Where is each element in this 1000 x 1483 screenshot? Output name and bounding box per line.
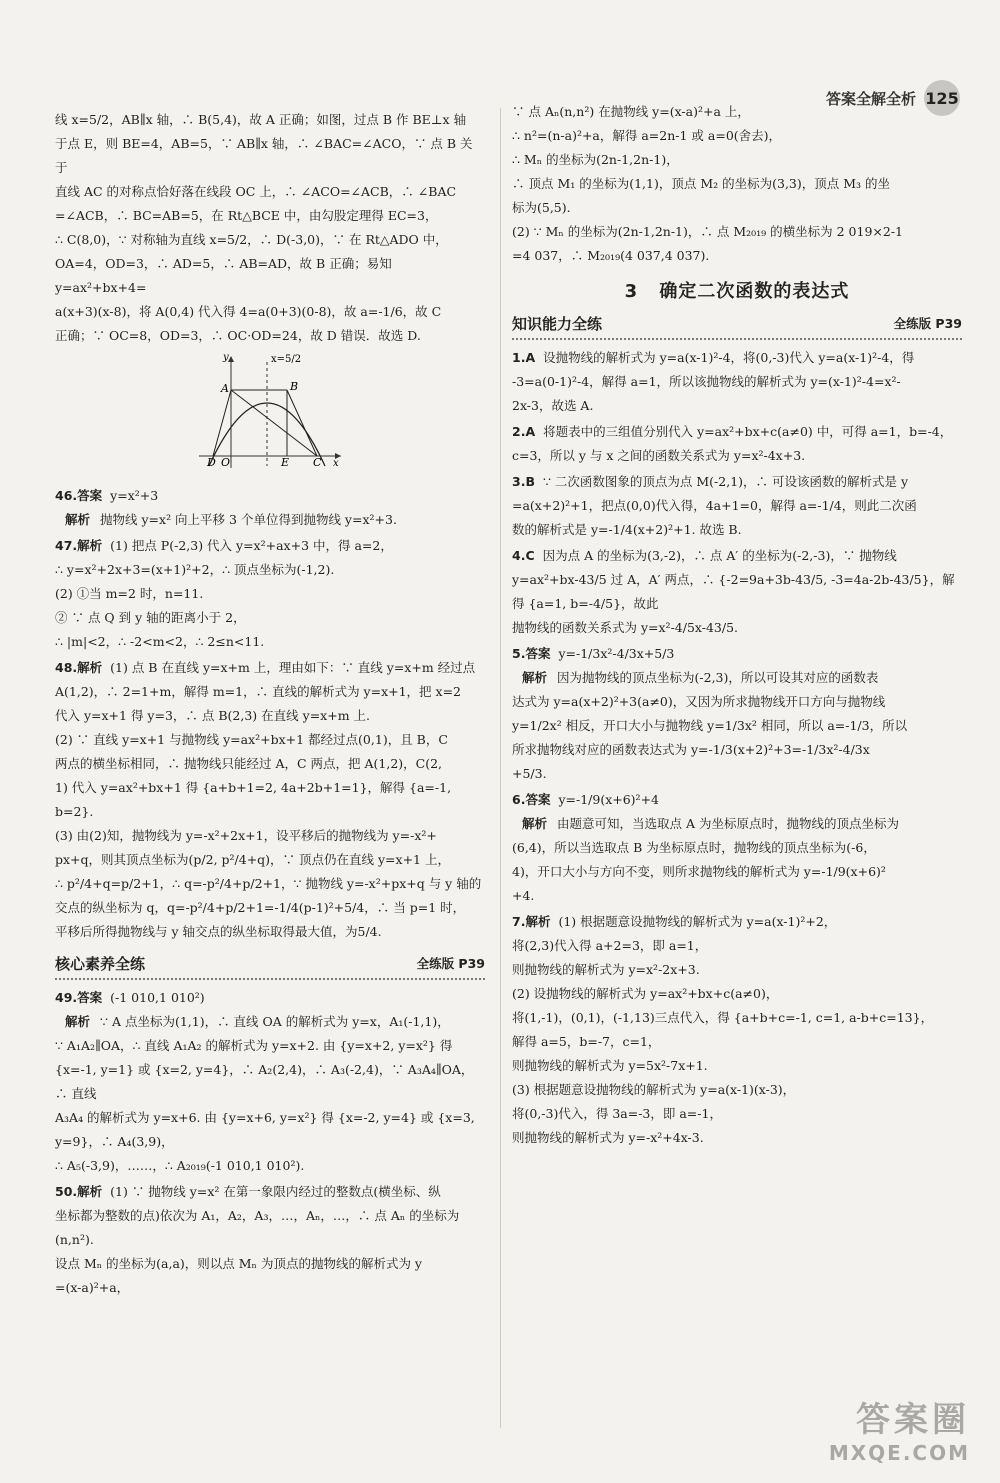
section-version: 全练版 P39	[416, 956, 485, 971]
text-line: 达式为 y=a(x+2)²+3(a≠0)，又因为所求抛物线开口方向与抛物线	[512, 694, 886, 709]
question-5	[512, 642, 962, 786]
text-line: 两点的横坐标相同，∴ 抛物线只能经过 A，C 两点，把 A(1,2)，C(2,	[55, 756, 443, 771]
axis-of-symmetry-label: x=5/2	[271, 354, 302, 365]
text-line: (2) 设抛物线的解析式为 y=ax²+bx+c(a≠0)，	[512, 986, 779, 1001]
analysis-label: 解析	[522, 816, 548, 831]
section-knowledge	[512, 312, 962, 340]
chapter-number: 3	[624, 281, 639, 302]
text-line: 抛物线的函数关系式为 y=x²-4/5x-43/5.	[512, 620, 739, 635]
answer-text: (-1 010,1 010²)	[110, 990, 205, 1005]
question-label: 3.B	[512, 474, 535, 489]
text-line: 解得 a=5，b=-7，c=1，	[512, 1034, 661, 1049]
text-line: 数的解析式是 y=-1/4(x+2)²+1. 故选 B.	[512, 522, 742, 537]
text-line: 由题意可知，当选取点 A 为坐标原点时，抛物线的顶点坐标为	[557, 816, 899, 831]
question-1	[512, 346, 962, 418]
text-line: 所求抛物线对应的函数表达式为 y=-1/3(x+2)²+3=-1/3x²-4/3x	[512, 742, 870, 757]
parabola-diagram	[195, 352, 345, 470]
text-line: =(x-a)²+a，	[55, 1280, 130, 1295]
text-line: 则抛物线的解析式为 y=5x²-7x+1.	[512, 1058, 708, 1073]
text-line: a(x+3)(x-8)，将 A(0,4) 代入得 4=a(0+3)(0-8)，故 a=-1/6，故 C	[55, 304, 442, 319]
text-line: +4.	[512, 888, 535, 903]
question-label: 4.C	[512, 548, 535, 563]
question-label: 50.解析	[55, 1184, 103, 1199]
question-label: 49.答案	[55, 990, 103, 1005]
text-line: ∴ p²/4+q=p/2+1，∴ q=-p²/4+p/2+1，∵ 抛物线 y=-x²+px+q 与 y 轴的	[55, 876, 482, 891]
text-line: 设抛物线的解析式为 y=a(x-1)²-4，将(0,-3)代入 y=a(x-1)²-4，得	[543, 350, 915, 365]
text-line: 将题表中的三组值分别代入 y=ax²+bx+c(a≠0) 中，可得 a=1，b=-4，	[543, 424, 953, 439]
text-line: (6,4)，所以当选取点 B 为坐标原点时，抛物线的顶点坐标为(-6，	[512, 840, 876, 855]
text-line: 将(2,3)代入得 a+2=3，即 a=1，	[512, 938, 708, 953]
question-2	[512, 420, 962, 468]
question-label: 5.答案	[512, 646, 551, 661]
watermark-logo-text: 答案圈	[856, 1400, 970, 1440]
text-line: 标为(5,5).	[512, 200, 571, 215]
text-line: 交点的纵坐标为 q，q=-p²/4+p/2+1=-1/4(p-1)²+5/4，∴ 当 p=1 时，	[55, 900, 466, 915]
question-50	[55, 1180, 485, 1300]
answer-text: y=-1/3x²-4/3x+5/3	[558, 646, 675, 661]
text-line: 则抛物线的解析式为 y=x²-2x+3.	[512, 962, 700, 977]
text-line: 将(0,-3)代入，得 3a=-3，即 a=-1，	[512, 1106, 722, 1121]
question-6	[512, 788, 962, 908]
text-line: A(1,2)，∴ 2=1+m，解得 m=1，∴ 直线的解析式为 y=x+1，把 x=2	[55, 684, 462, 699]
chapter-title	[512, 280, 962, 304]
text-line: (n,n²).	[55, 1232, 94, 1247]
text-line: -3=a(0-1)²-4，解得 a=1，所以该抛物线的解析式为 y=(x-1)²-4=x²-	[512, 374, 901, 389]
text-line: 因为抛物线的顶点坐标为(-2,3)，所以可设其对应的函数表	[557, 670, 879, 685]
text-line: +5/3.	[512, 766, 547, 781]
text-line: =4 037，∴ M₂₀₁₉(4 037,4 037).	[512, 248, 710, 263]
text-line: ∴ C(8,0)，∵ 对称轴为直线 x=5/2，∴ D(-3,0)，∵ 在 Rt△ADO 中，	[55, 232, 448, 247]
text-line: (2) ∵ Mₙ 的坐标为(2n-1,2n-1)，∴ 点 M₂₀₁₉ 的横坐标为 2 019×2-1	[512, 224, 903, 239]
text-line: ∴ n²=(n-a)²+a，解得 a=2n-1 或 a=0(舍去)，	[512, 128, 782, 143]
text-line: c=3，所以 y 与 x 之间的函数关系式为 y=x²-4x+3.	[512, 448, 806, 463]
point-o-label: O	[221, 456, 231, 469]
point-b-label: B	[290, 380, 299, 393]
question-label: 7.解析	[512, 914, 551, 929]
question-3	[512, 470, 962, 542]
text-line: 直线 AC 的对称点恰好落在线段 OC 上，∴ ∠ACO=∠ACB，∴ ∠BAC	[55, 184, 457, 199]
section-core	[55, 952, 485, 980]
text-line: ∴ A₅(-3,9)，……，∴ A₂₀₁₉(-1 010,1 010²).	[55, 1158, 305, 1173]
text-line: ∵ 点 Aₙ(n,n²) 在抛物线 y=(x-a)²+a 上，	[512, 104, 750, 119]
column-divider	[500, 108, 501, 1428]
question-49	[55, 986, 485, 1178]
right-column	[512, 100, 962, 1152]
text-line: 于点 E，则 BE=4，AB=5，∵ AB∥x 轴，∴ ∠BAC=∠ACO，∵ 点 B 关于	[55, 136, 473, 175]
point-c-label: C	[313, 456, 322, 469]
axis-y-label: y	[223, 352, 229, 363]
text-line: 因为点 A 的坐标为(3,-2)，∴ 点 A′ 的坐标为(-2,-3)，∵ 抛物线	[542, 548, 897, 563]
point-a-label: A	[221, 382, 229, 395]
text-line: 则抛物线的解析式为 y=-x²+4x-3.	[512, 1130, 704, 1145]
left-column	[55, 108, 485, 1302]
header-title: 答案全解全析	[825, 89, 916, 108]
analysis-label: 解析	[65, 1014, 91, 1029]
question-label: 6.答案	[512, 792, 551, 807]
text-line: 坐标都为整数的点)依次为 A₁，A₂，A₃，…，Aₙ，…，∴ 点 Aₙ 的坐标为	[55, 1208, 460, 1223]
page-number: 125	[924, 80, 960, 116]
question-48	[55, 656, 485, 944]
text-line: 设点 Mₙ 的坐标为(a,a)，则以点 Mₙ 为顶点的抛物线的解析式为 y	[55, 1256, 422, 1271]
analysis-label: 解析	[522, 670, 548, 685]
question-47	[55, 534, 485, 654]
text-line: 2x-3，故选 A.	[512, 398, 594, 413]
text-line: px+q，则其顶点坐标为(p/2, p²/4+q)，∵ 顶点仍在直线 y=x+1 上，	[55, 852, 450, 867]
watermark	[829, 1392, 970, 1465]
text-line: {x=-1, y=1} 或 {x=2, y=4}，∴ A₂(2,4)，∴ A₃(-2,4)，∵ A₃A₄∥OA，∴ 直线	[55, 1062, 474, 1101]
question-label: 2.A	[512, 424, 536, 439]
continuation-45	[55, 108, 485, 348]
text-line: ∴ 顶点 M₁ 的坐标为(1,1)，顶点 M₂ 的坐标为(3,3)，顶点 M₃ 的坐	[512, 176, 891, 191]
text-line: 线 x=5/2，AB∥x 轴，∴ B(5,4)，故 A 正确；如图，过点 B 作 BE⊥x 轴	[55, 112, 467, 127]
question-7	[512, 910, 962, 1150]
question-label: 1.A	[512, 350, 536, 365]
question-4	[512, 544, 962, 640]
watermark-url: MXQE.COM	[828, 1441, 970, 1465]
text-line: (2) ①当 m=2 时，n=11.	[55, 586, 204, 601]
chapter-name: 确定二次函数的表达式	[659, 281, 850, 302]
text-line: 正确；∵ OC=8，OD=3，∴ OC·OD=24，故 D 错误．故选 D.	[55, 328, 421, 343]
text-line: 平移后所得抛物线与 y 轴交点的纵坐标取得最大值，为5/4.	[55, 924, 382, 939]
text-line: 1) 代入 y=ax²+bx+1 得 {a+b+1=2, 4a+2b+1=1}，解得 {a=-1, b=2}.	[55, 780, 456, 819]
question-label: 47.解析	[55, 538, 103, 553]
text-line: (1) 点 B 在直线 y=x+m 上，理由如下：∵ 直线 y=x+m 经过点	[110, 660, 476, 675]
point-e-label: E	[281, 456, 290, 469]
text-line: ② ∵ 点 Q 到 y 轴的距离小于 2，	[55, 610, 246, 625]
section-version: 全练版 P39	[893, 316, 962, 331]
analysis-text: 抛物线 y=x² 向上平移 3 个单位得到抛物线 y=x²+3.	[100, 512, 397, 527]
text-line: (3) 根据题意设抛物线的解析式为 y=a(x-1)(x-3)，	[512, 1082, 796, 1097]
text-line: ∵ 二次函数图象的顶点为点 M(-2,1)，∴ 可设该函数的解析式是 y	[542, 474, 909, 489]
analysis-label: 解析	[65, 512, 91, 527]
text-line: (2) ∵ 直线 y=x+1 与抛物线 y=ax²+bx+1 都经过点(0,1)，且 B，C	[55, 732, 448, 747]
answer-text: y=-1/9(x+6)²+4	[558, 792, 659, 807]
text-line: y=ax²+bx-43/5 过 A，A′ 两点，∴ {-2=9a+3b-43/5, -3=4a-2b-43/5}，解得 {a=1, b=-4/5}，故此	[512, 572, 955, 611]
text-line: 将(1,-1)，(0,1)，(-1,13)三点代入，得 {a+b+c=-1, c=1, a-b+c=13}，	[512, 1010, 934, 1025]
text-line: ∴ y=x²+2x+3=(x+1)²+2，∴ 顶点坐标为(-1,2).	[55, 562, 335, 577]
answer-text: y=x²+3	[110, 488, 159, 503]
question-label: 46.答案	[55, 488, 103, 503]
question-label: 48.解析	[55, 660, 103, 675]
text-line: ∴ |m|<2，∴ -2<m<2，∴ 2≤n<11.	[55, 634, 265, 649]
text-line: (1) 根据题意设抛物线的解析式为 y=a(x-1)²+2，	[558, 914, 837, 929]
text-line: =a(x+2)²+1，把点(0,0)代入得，4a+1=0，解得 a=-1/4，则此二次函	[512, 498, 917, 513]
text-line: (1) ∵ 抛物线 y=x² 在第一象限内经过的整数点(横坐标、纵	[110, 1184, 441, 1199]
text-line: 4)，开口大小与方向不变，则所求抛物线的解析式为 y=-1/9(x+6)²	[512, 864, 886, 879]
text-line: y=1/2x² 相反，开口大小与抛物线 y=1/3x² 相同，所以 a=-1/3，所以	[512, 718, 908, 733]
text-line: ∵ A 点坐标为(1,1)，∴ 直线 OA 的解析式为 y=x，A₁(-1,1)，	[100, 1014, 450, 1029]
parabola-figure	[195, 352, 485, 478]
continuation-50	[512, 100, 962, 268]
text-line: (1) 把点 P(-2,3) 代入 y=x²+ax+3 中，得 a=2，	[110, 538, 393, 553]
text-line: A₃A₄ 的解析式为 y=x+6. 由 {y=x+6, y=x²} 得 {x=-2, y=4} 或 {x=3, y=9}，∴ A₄(3,9)，	[55, 1110, 479, 1149]
text-line: ∵ A₁A₂∥OA，∴ 直线 A₁A₂ 的解析式为 y=x+2. 由 {y=x+2, y=x²} 得	[55, 1038, 453, 1053]
text-line: (3) 由(2)知，抛物线为 y=-x²+2x+1，设平移后的抛物线为 y=-x²+	[55, 828, 437, 843]
text-line: OA=4，OD=3，∴ AD=5，∴ AB=AD，故 B 正确；易知 y=ax²+bx+4=	[55, 256, 396, 295]
text-line: =∠ACB，∴ BC=AB=5，在 Rt△BCE 中，由勾股定理得 EC=3，	[55, 208, 438, 223]
text-line: 代入 y=x+1 得 y=3，∴ 点 B(2,3) 在直线 y=x+m 上.	[55, 708, 370, 723]
section-title: 核心素养全练	[55, 955, 146, 973]
section-title: 知识能力全练	[512, 315, 603, 333]
axis-x-label: x	[333, 458, 339, 469]
question-46	[55, 484, 485, 532]
point-d-label: D	[207, 456, 216, 469]
text-line: ∴ Mₙ 的坐标为(2n-1,2n-1)，	[512, 152, 679, 167]
